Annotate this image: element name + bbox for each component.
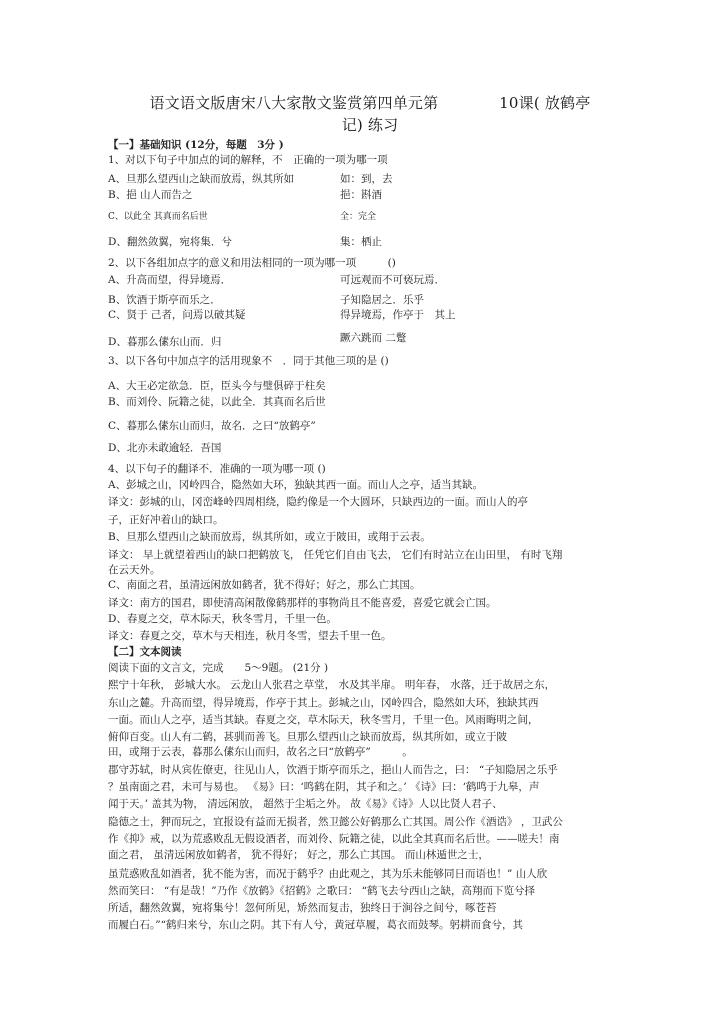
passage-line: 闻于天。’ 盖其为物， 清远闲放， 超然于尘垢之外。 故《易》《诗》人以比贤人君子、	[108, 798, 503, 810]
reading-intro: 阅读下面的文言文，完成 5～9题。 (21分 )	[108, 662, 329, 674]
passage-line: 而履白石。”“鹤归来兮，东山之阴。其下有人兮，黄冠草履，葛衣而鼓琴。躬耕而食兮，其	[108, 919, 523, 931]
question-4: 4、以下句子的翻译不．准确的一项为哪一项 ()	[108, 463, 326, 475]
passage-line: 俯仰百变。山人有二鹤，甚驯而善飞。旦那么望西山之缺而放焉，纵其所如，或立于陂	[108, 731, 507, 743]
q2-option-c: C、贤于 己者，问焉以破其疑	[108, 309, 246, 321]
question-1: 1、对以下句子中加点的词的解释，不 正确的一项为哪一项	[108, 154, 388, 166]
q4-line: D、春夏之交，草木际天，秋冬雪月，千里一色。	[108, 613, 337, 625]
passage-line: 作《抑》戒，以为荒惑败乱无假设酒者，而刘伶、阮籍之徒，以此全其真而名后世。——嗟夫！南	[108, 833, 560, 845]
q4-line: 译文： 早上就望着西山的缺口把鹤放飞， 任凭它们自由飞去， 它们有时站立在山田里， 有时飞翔	[108, 549, 563, 561]
passage-line: 虽荒惑败乱如酒者，犹不能为害，而况于鹤乎？由此观之，其为乐未能够同日而语也！” 山人欣	[108, 868, 548, 880]
q1-option-a-gloss: 如：到，去	[340, 173, 393, 185]
q1-option-c-gloss: 全：完全	[340, 212, 377, 222]
passage-line: 东山之麓。升高而望，得异境焉，作亭于其上。彭城之山，冈岭四合，隐然如大环，独缺其西	[108, 697, 539, 709]
q3-option-d: D、北亦未敢逾轻．吾国	[108, 442, 222, 454]
q2-option-b-pair: 子知隐居之．乐乎	[340, 294, 424, 306]
q1-option-d-gloss: 集：栖止	[340, 236, 382, 248]
section2-heading: 【二】文本阅读	[108, 646, 182, 658]
title-line-1: 语文语文版唐宋八大家散文鉴赏第四单元第 10课( 放鹤亭	[149, 94, 591, 112]
q1-option-a: A、旦那么望西山之缺而放焉，纵其所如	[108, 173, 295, 185]
q2-option-a: A、升高而望，得异境焉．	[108, 274, 232, 286]
q4-line: 在云天外。	[108, 564, 161, 576]
q3-option-a: A、大王必定欲急．臣，臣头今与璧俱碎于柱矣	[108, 380, 326, 392]
passage-line: 然而笑曰： “有是哉！”乃作《放鹤》《招鹤》之歌曰： “鹤飞去兮西山之缺，高翔而下览兮择	[108, 885, 536, 897]
q1-option-b-gloss: 挹：斟酒	[340, 189, 382, 201]
q4-line: A、彭城之山，冈岭四合，隐然如大环，独缺其西一面。而山人之亭，适当其缺。	[108, 479, 484, 491]
q4-line: C、南面之君，虽清远闲放如鹤者，犹不得好；好之，那么亡其国。	[108, 579, 421, 591]
passage-line: 隐德之士，狎而玩之，宜报设有益而无损者，然卫懿公好鹤那么亡其国。周公作《酒诰》 ，卫武公	[108, 816, 563, 828]
q2-option-b: B、饮酒于斯亭而乐之．	[108, 294, 221, 306]
section1-heading: 【一】基础知识 (12分，每题 3分 )	[108, 139, 284, 151]
passage-line: 面之君， 虽清远闲放如鹤者， 犹不得好； 好之，那么亡其国。 而山林遁世之士，	[108, 849, 489, 861]
title-line-2: 记) 练习	[341, 116, 399, 134]
q2-option-d: D、暮那么傃东山而．归	[108, 336, 222, 348]
q1-option-d: D、翻然敛翼，宛将集．兮	[108, 236, 232, 248]
document-title	[100, 92, 640, 136]
q1-option-b: B、挹 山人而告之	[108, 189, 193, 201]
passage-line: 所适，翻然敛翼，宛将集兮！忽何所见，矫然而复击，独终日于涧谷之间兮，啄苍苔	[108, 902, 497, 914]
passage-line: 田，或翔于云表，暮那么傃东山而归，故名之曰“放鹤亭” 。	[108, 746, 413, 758]
q4-line: 译文：春夏之交，草木与天相连，秋月冬雪，望去千里一色。	[108, 630, 392, 642]
q3-option-c: C、暮那么傃东山而归，故名．之曰“放鹤亭”	[108, 420, 316, 432]
q3-option-b: B、而刘伶、阮籍之徒，以此全．其真而名后世	[108, 396, 326, 408]
q4-line: 子，正好冲着山的缺口。	[108, 514, 224, 526]
passage-line: 熙宁十年秋， 彭城大水。 云龙山人张君之草堂， 水及其半扉。 明年春， 水落，迁于故居之东，	[108, 679, 556, 691]
q4-line: 译文：南方的国君，即使清高闲散像鹤那样的事物尚且不能喜爱，喜爱它就会亡国。	[108, 597, 497, 609]
question-3: 3、以下各句中加点字的活用现象不 ．同于其他三项的是 ()	[108, 355, 389, 367]
passage-line: 郡守苏轼，时从宾佐僚吏，往见山人，饮酒于斯亭而乐之，挹山人而告之，曰： “子知隐居之乐乎	[108, 764, 558, 776]
passage-line: ？虽南面之君，未可与易也。 《易》曰：‘鸣鹤在阴，其子和之。’ 《诗》曰：‘鹤鸣于九皋，声	[108, 781, 540, 793]
q2-option-d-pair: 蹶六跳而 二蹩	[340, 332, 407, 344]
passage-line: 一面。而山人之亭，适当其缺。春夏之交，草木际天，秋冬雪月，千里一色。风雨晦明之间，	[108, 714, 539, 726]
q4-line: B、旦那么望西山之缺而放焉，纵其所如，或立于陂田，或翔于云表。	[108, 531, 431, 543]
q4-line: 译文：彭城的山，冈峦峰岭四周相绕，隐约像是一个大圆环，只缺西边的一面。而山人的亭	[108, 496, 528, 508]
q2-option-c-pair: 得异境焉，作亭于 其上	[340, 309, 456, 321]
q2-option-a-pair: 可远观而不可亵玩焉．	[340, 274, 445, 286]
q1-option-c: C、以此全 其真而名后世	[108, 212, 208, 222]
question-2: 2、以下各组加点字的意义和用法相同的一项为哪一项 ()	[108, 257, 396, 269]
